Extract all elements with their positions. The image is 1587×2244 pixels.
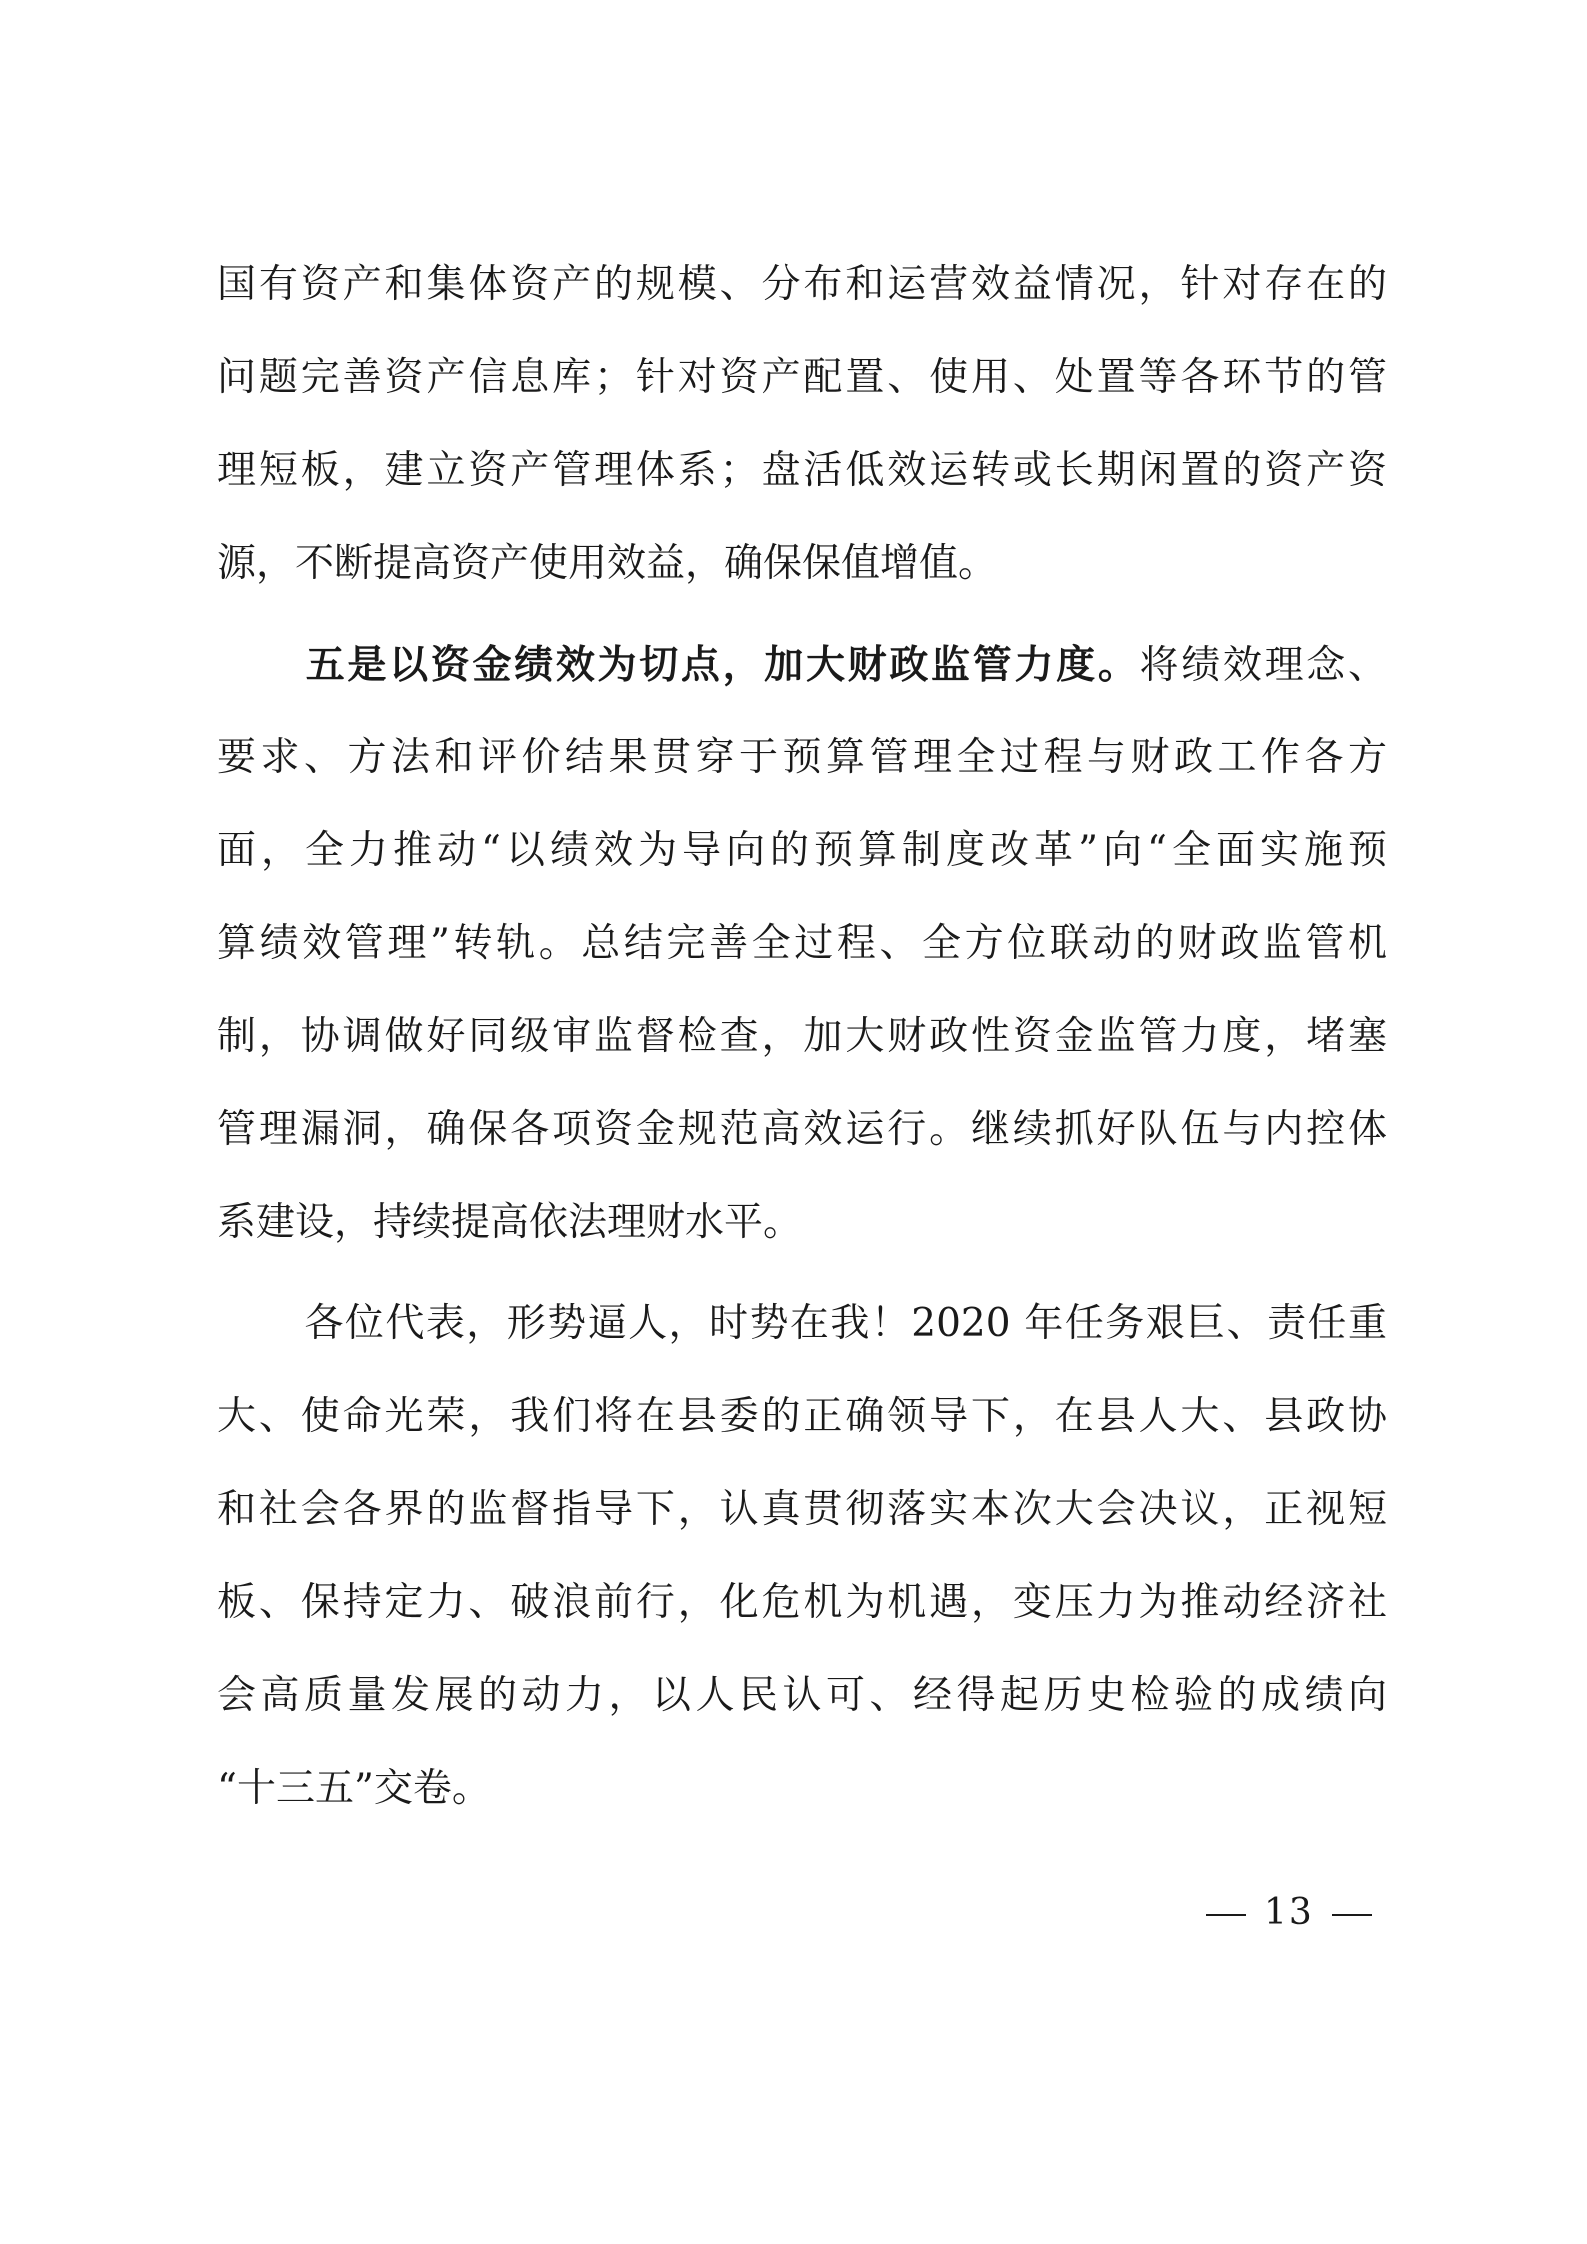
paragraph-gap bbox=[217, 1286, 1387, 1294]
page-number-value: 13 bbox=[1264, 1892, 1314, 1933]
text-line-first bbox=[217, 635, 1387, 728]
text-line: 管理漏洞，确保各项资金规范高效运行。继续抓好队伍与内控体 bbox=[217, 1107, 1387, 1152]
text-line: 系建设，持续提高依法理财水平。 bbox=[217, 1200, 803, 1245]
text-line: 算绩效管理”转轨。总结完善全过程、全方位联动的财政监管机 bbox=[217, 921, 1387, 966]
text-line: 会高质量发展的动力，以人民认可、经得起历史检验的成绩向 bbox=[217, 1673, 1387, 1718]
paragraph bbox=[217, 255, 1387, 627]
paragraph bbox=[217, 635, 1387, 1286]
dash-left bbox=[1206, 1914, 1246, 1916]
paragraph-gap bbox=[217, 627, 1387, 635]
paragraph-lead-heading: 五是以资金绩效为切点，加大财政监管力度。 bbox=[303, 642, 1140, 688]
text-line: 源，不断提高资产使用效益，确保保值增值。 bbox=[217, 541, 998, 586]
text-line: 制，协调做好同级审监督检查，加大财政性资金监管力度，堵塞 bbox=[217, 1014, 1387, 1059]
text-line: 国有资产和集体资产的规模、分布和运营效益情况，针对存在的 bbox=[217, 262, 1387, 307]
text-run: 各位代表，形势逼人，时势在我！2020 年任务艰巨、责任重 bbox=[303, 1301, 1387, 1346]
text-line: 大、使命光荣，我们将在县委的正确领导下，在县人大、县政协 bbox=[217, 1394, 1387, 1439]
text-line: “十三五”交卷。 bbox=[217, 1766, 491, 1811]
text-line: 和社会各界的监督指导下，认真贯彻落实本次大会决议，正视短 bbox=[217, 1487, 1387, 1532]
text-line: 要求、方法和评价结果贯穿于预算管理全过程与财政工作各方 bbox=[217, 735, 1387, 780]
paragraph bbox=[217, 1294, 1387, 1852]
text-line: 面，全力推动“以绩效为导向的预算制度改革”向“全面实施预 bbox=[217, 828, 1387, 873]
text-line: 问题完善资产信息库；针对资产配置、使用、处置等各环节的管 bbox=[217, 355, 1387, 400]
text-line: 理短板，建立资产管理体系；盘活低效运转或长期闲置的资产资 bbox=[217, 448, 1387, 493]
page-number bbox=[1188, 1892, 1390, 1933]
dash-right bbox=[1332, 1914, 1372, 1916]
text-line-first bbox=[217, 1294, 1387, 1387]
body-text bbox=[217, 255, 1387, 1852]
text-line: 板、保持定力、破浪前行，化危机为机遇，变压力为推动经济社 bbox=[217, 1580, 1387, 1625]
text-run: 将绩效理念、 bbox=[1139, 643, 1387, 688]
